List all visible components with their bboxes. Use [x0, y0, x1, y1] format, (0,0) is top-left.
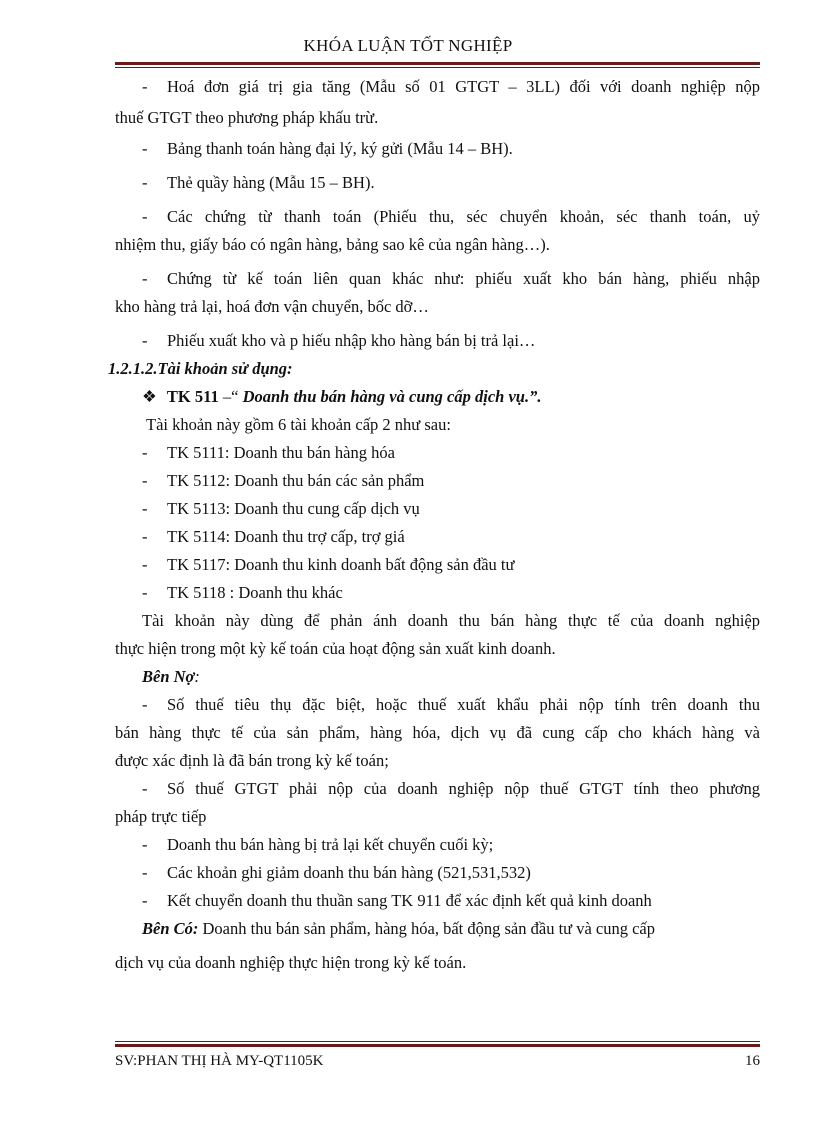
list-item: - TK 5117: Doanh thu kinh doanh bất động sản đầu tư: [142, 555, 515, 574]
paragraph-line: bán hàng thực tế của sản phẩm, hàng hóa, dịch vụ đã cung cấp cho khách hàng và: [115, 723, 760, 742]
paragraph-line: Tài khoản này gồm 6 tài khoản cấp 2 như sau:: [146, 415, 451, 434]
list-item: - TK 5113: Doanh thu cung cấp dịch vụ: [142, 499, 420, 518]
list-item: - Các chứng từ thanh toán (Phiếu thu, séc chuyển khoản, séc thanh toán, uỷ: [142, 207, 760, 226]
page-number: 16: [745, 1053, 760, 1069]
list-item: - Thẻ quầy hàng (Mẫu 15 – BH).: [142, 173, 375, 192]
list-item: - Số thuế tiêu thụ đặc biệt, hoặc thuế xuất khẩu phải nộp tính trên doanh thu: [142, 695, 760, 714]
list-item: - Doanh thu bán hàng bị trả lại kết chuyển cuối kỳ;: [142, 835, 494, 854]
paragraph-line: dịch vụ của doanh nghiệp thực hiện trong kỳ kế toán.: [115, 953, 467, 972]
paragraph-line: kho hàng trả lại, hoá đơn vận chuyển, bốc dỡ…: [115, 297, 429, 316]
list-item: - Hoá đơn giá trị gia tăng (Mẫu số 01 GTGT – 3LL) đối với doanh nghiệp nộp: [142, 77, 760, 96]
student-name: SV:PHAN THỊ HÀ MY-QT1105K: [115, 1053, 324, 1069]
ben-no-heading: Bên Nợ:: [142, 667, 200, 686]
footer-rule: [115, 1041, 760, 1047]
list-item: - TK 5112: Doanh thu bán các sản phẩm: [142, 471, 425, 490]
footer: [115, 1053, 760, 1070]
list-item: - Các khoản ghi giảm doanh thu bán hàng (521,531,532): [142, 863, 531, 882]
account-list: [115, 439, 760, 607]
paragraph-line: thực hiện trong một kỳ kế toán của hoạt động sản xuất kinh doanh.: [115, 639, 556, 658]
list-item: - Phiếu xuất kho và p hiếu nhập kho hàng bán bị trả lại…: [142, 331, 536, 350]
ben-co-paragraph: Bên Có: Doanh thu bán sản phẩm, hàng hóa, bất động sản đầu tư và cung cấp: [142, 919, 656, 938]
diamond-bullet-icon: ❖: [142, 387, 157, 406]
list-item: - Kết chuyển doanh thu thuần sang TK 911 để xác định kết quả kinh doanh: [142, 891, 652, 910]
account-title: ❖ TK 511 –“ Doanh thu bán hàng và cung cấp dịch vụ.”.: [142, 387, 542, 406]
header-title: KHÓA LUẬN TỐT NGHIỆP: [303, 36, 513, 55]
list-item: - Số thuế GTGT phải nộp của doanh nghiệp nộp thuế GTGT tính theo phương: [142, 779, 760, 798]
list-item: - Chứng từ kế toán liên quan khác như: phiếu xuất kho bán hàng, phiếu nhập: [142, 269, 760, 288]
list-item: - TK 5114: Doanh thu trợ cấp, trợ giá: [142, 527, 405, 546]
list-item: - TK 5118 : Doanh thu khác: [142, 583, 343, 602]
section-heading: 1.2.1.2.Tài khoản sử dụng:: [108, 359, 293, 378]
paragraph-line: được xác định là đã bán trong kỳ kế toán;: [115, 751, 389, 770]
list-item: - TK 5111: Doanh thu bán hàng hóa: [142, 443, 395, 462]
paragraph-line: Tài khoản này dùng để phản ánh doanh thu bán hàng thực tế của doanh nghiệp: [142, 611, 760, 630]
header-rule: [115, 62, 760, 68]
list-item: - Bảng thanh toán hàng đại lý, ký gửi (Mẫu 14 – BH).: [142, 139, 513, 158]
paragraph-line: nhiệm thu, giấy báo có ngân hàng, bảng sao kê của ngân hàng…).: [115, 235, 550, 254]
paragraph-line: thuế GTGT theo phương pháp khấu trừ.: [115, 108, 379, 127]
paragraph-line: pháp trực tiếp: [115, 807, 207, 826]
document-body: [108, 73, 760, 977]
